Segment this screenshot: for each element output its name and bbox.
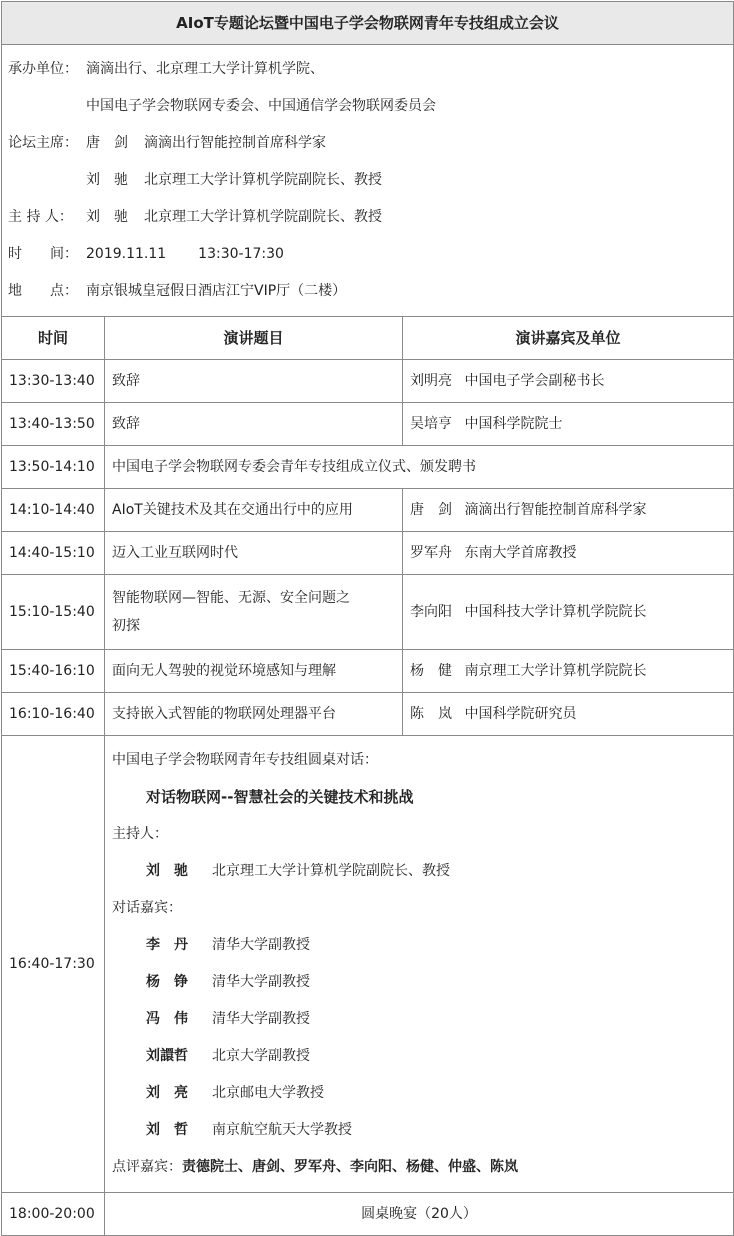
chair2-name: 刘 驰: [86, 172, 128, 188]
row-topic: 致辞: [105, 360, 403, 403]
guest-org: 北京邮电大学教授: [212, 1085, 324, 1101]
chairs-label: 论坛主席：: [8, 135, 78, 151]
dinner-label: 圆桌晚宴（20人）: [105, 1193, 734, 1236]
chair2-title: 北京理工大学计算机学院副院长、教授: [144, 172, 382, 188]
table-row: [2, 403, 734, 446]
panel-intro: 中国电子学会物联网青年专技组圆桌对话：: [112, 752, 378, 768]
guest-org: 南京航空航天大学教授: [212, 1122, 352, 1138]
speaker-name: 李向阳: [410, 604, 452, 620]
chair1-title: 滴滴出行智能控制首席科学家: [144, 135, 326, 151]
document-title: AIoT专题论坛暨中国电子学会物联网青年专技组成立会议: [2, 2, 734, 45]
agenda-table: [1, 1, 734, 1236]
table-row: [2, 650, 734, 693]
row-speaker: [403, 650, 734, 693]
row-time: 13:40-13:50: [2, 403, 105, 446]
row-time: 14:10-14:40: [2, 489, 105, 532]
organizers-line-2: [8, 88, 733, 125]
column-header-speaker: 演讲嘉宾及单位: [403, 317, 734, 360]
table-row: [2, 360, 734, 403]
guest-name: 刘譞哲: [146, 1048, 188, 1064]
column-header-time: 时间: [2, 317, 105, 360]
row-topic-line-2: 初探: [112, 618, 140, 634]
event-info: [2, 45, 734, 317]
time-date: 2019.11.11: [86, 246, 167, 262]
row-topic: 中国电子学会物联网专委会青年专技组成立仪式、颁发聘书: [105, 446, 734, 489]
row-time: 13:30-13:40: [2, 360, 105, 403]
speaker-name: 刘明亮: [410, 373, 452, 389]
list-item: [112, 1038, 726, 1075]
speaker-org: 东南大学首席教授: [464, 545, 577, 561]
speaker-org: 中国科学院研究员: [464, 706, 577, 722]
guest-name: 冯 伟: [146, 1011, 188, 1027]
host-line: [8, 199, 733, 236]
organizers-line: [8, 51, 733, 88]
speaker-name: 吴培亨: [410, 416, 452, 432]
list-item: [112, 964, 726, 1001]
guest-org: 清华大学副教授: [212, 937, 310, 953]
row-topic: AIoT关键技术及其在交通出行中的应用: [105, 489, 403, 532]
organizers-label: 承办单位：: [8, 61, 78, 77]
host-label: 主 持 人：: [8, 209, 73, 225]
panel-reviewers: [112, 1149, 726, 1186]
speaker-name: 唐 剑: [410, 502, 452, 518]
organizers-value-2: 中国电子学会物联网专委会、中国通信学会物联网委员会: [86, 98, 436, 114]
table-row: [2, 693, 734, 736]
panel-row: [2, 736, 734, 1193]
list-item: [112, 1001, 726, 1038]
guest-name: 杨 铮: [146, 974, 188, 990]
row-topic-line-1: 智能物联网—智能、无源、安全问题之: [112, 590, 350, 606]
panel-theme: 对话物联网--智慧社会的关键技术和挑战: [146, 788, 414, 806]
speaker-org: 滴滴出行智能控制首席科学家: [464, 502, 647, 518]
guest-org: 清华大学副教授: [212, 974, 310, 990]
speaker-org: 中国电子学会副秘书长: [464, 373, 605, 389]
row-topic: 致辞: [105, 403, 403, 446]
row-time: 15:10-15:40: [2, 575, 105, 650]
row-speaker: [403, 532, 734, 575]
table-row: [2, 575, 734, 650]
panel-host: [112, 853, 726, 890]
speaker-name: 陈 岚: [410, 706, 452, 722]
panel-time: 16:40-17:30: [2, 736, 105, 1193]
speaker-org: 中国科技大学计算机学院院长: [464, 604, 647, 620]
reviewers-list: 责德院士、唐剑、罗军舟、李向阳、杨健、仲盛、陈岚: [182, 1159, 518, 1175]
panel-host-org: 北京理工大学计算机学院副院长、教授: [212, 863, 450, 879]
list-item: [112, 927, 726, 964]
row-time: 13:50-14:10: [2, 446, 105, 489]
panel-host-label: 主持人：: [112, 826, 168, 842]
venue-value: 南京银城皇冠假日酒店江宁VIP厅（二楼）: [86, 283, 347, 299]
row-time: 15:40-16:10: [2, 650, 105, 693]
host-title: 北京理工大学计算机学院副院长、教授: [144, 209, 382, 225]
guest-org: 清华大学副教授: [212, 1011, 310, 1027]
chair1-name: 唐 剑: [86, 135, 128, 151]
row-time: 14:40-15:10: [2, 532, 105, 575]
speaker-name: 罗军舟: [410, 545, 452, 561]
row-speaker: [403, 489, 734, 532]
time-label: 时 间：: [8, 246, 78, 262]
row-speaker: [403, 575, 734, 650]
chairs-line-2: [8, 162, 733, 199]
time-line: [8, 236, 733, 273]
reviewers-label: 点评嘉宾：: [112, 1159, 182, 1175]
panel-host-name: 刘 驰: [146, 863, 188, 879]
row-speaker: [403, 360, 734, 403]
row-topic: 面向无人驾驶的视觉环境感知与理解: [105, 650, 403, 693]
organizers-value-1: 滴滴出行、北京理工大学计算机学院、: [86, 61, 324, 77]
row-topic: 迈入工业互联网时代: [105, 532, 403, 575]
guest-org: 北京大学副教授: [212, 1048, 310, 1064]
row-time: 16:10-16:40: [2, 693, 105, 736]
column-header-topic: 演讲题目: [105, 317, 403, 360]
row-speaker: [403, 693, 734, 736]
guest-name: 李 丹: [146, 937, 188, 953]
row-topic: 支持嵌入式智能的物联网处理器平台: [105, 693, 403, 736]
venue-label: 地 点：: [8, 283, 78, 299]
row-speaker: [403, 403, 734, 446]
host-name: 刘 驰: [86, 209, 128, 225]
table-row: [2, 532, 734, 575]
agenda-page: [0, 1, 734, 1222]
table-row: [2, 489, 734, 532]
panel-details: [105, 736, 734, 1193]
speaker-org: 南京理工大学计算机学院院长: [464, 663, 647, 679]
guest-name: 刘 哲: [146, 1122, 188, 1138]
dinner-row: [2, 1193, 734, 1236]
speaker-org: 中国科学院院士: [464, 416, 563, 432]
panel-guests-label: 对话嘉宾：: [112, 900, 182, 916]
list-item: [112, 1075, 726, 1112]
venue-line: [8, 273, 733, 310]
row-topic: [105, 575, 403, 650]
speaker-name: 杨 健: [410, 663, 452, 679]
dinner-time: 18:00-20:00: [2, 1193, 105, 1236]
guest-name: 刘 亮: [146, 1085, 188, 1101]
table-row: [2, 446, 734, 489]
time-range: 13:30-17:30: [198, 246, 284, 262]
list-item: [112, 1112, 726, 1149]
chairs-line: [8, 125, 733, 162]
